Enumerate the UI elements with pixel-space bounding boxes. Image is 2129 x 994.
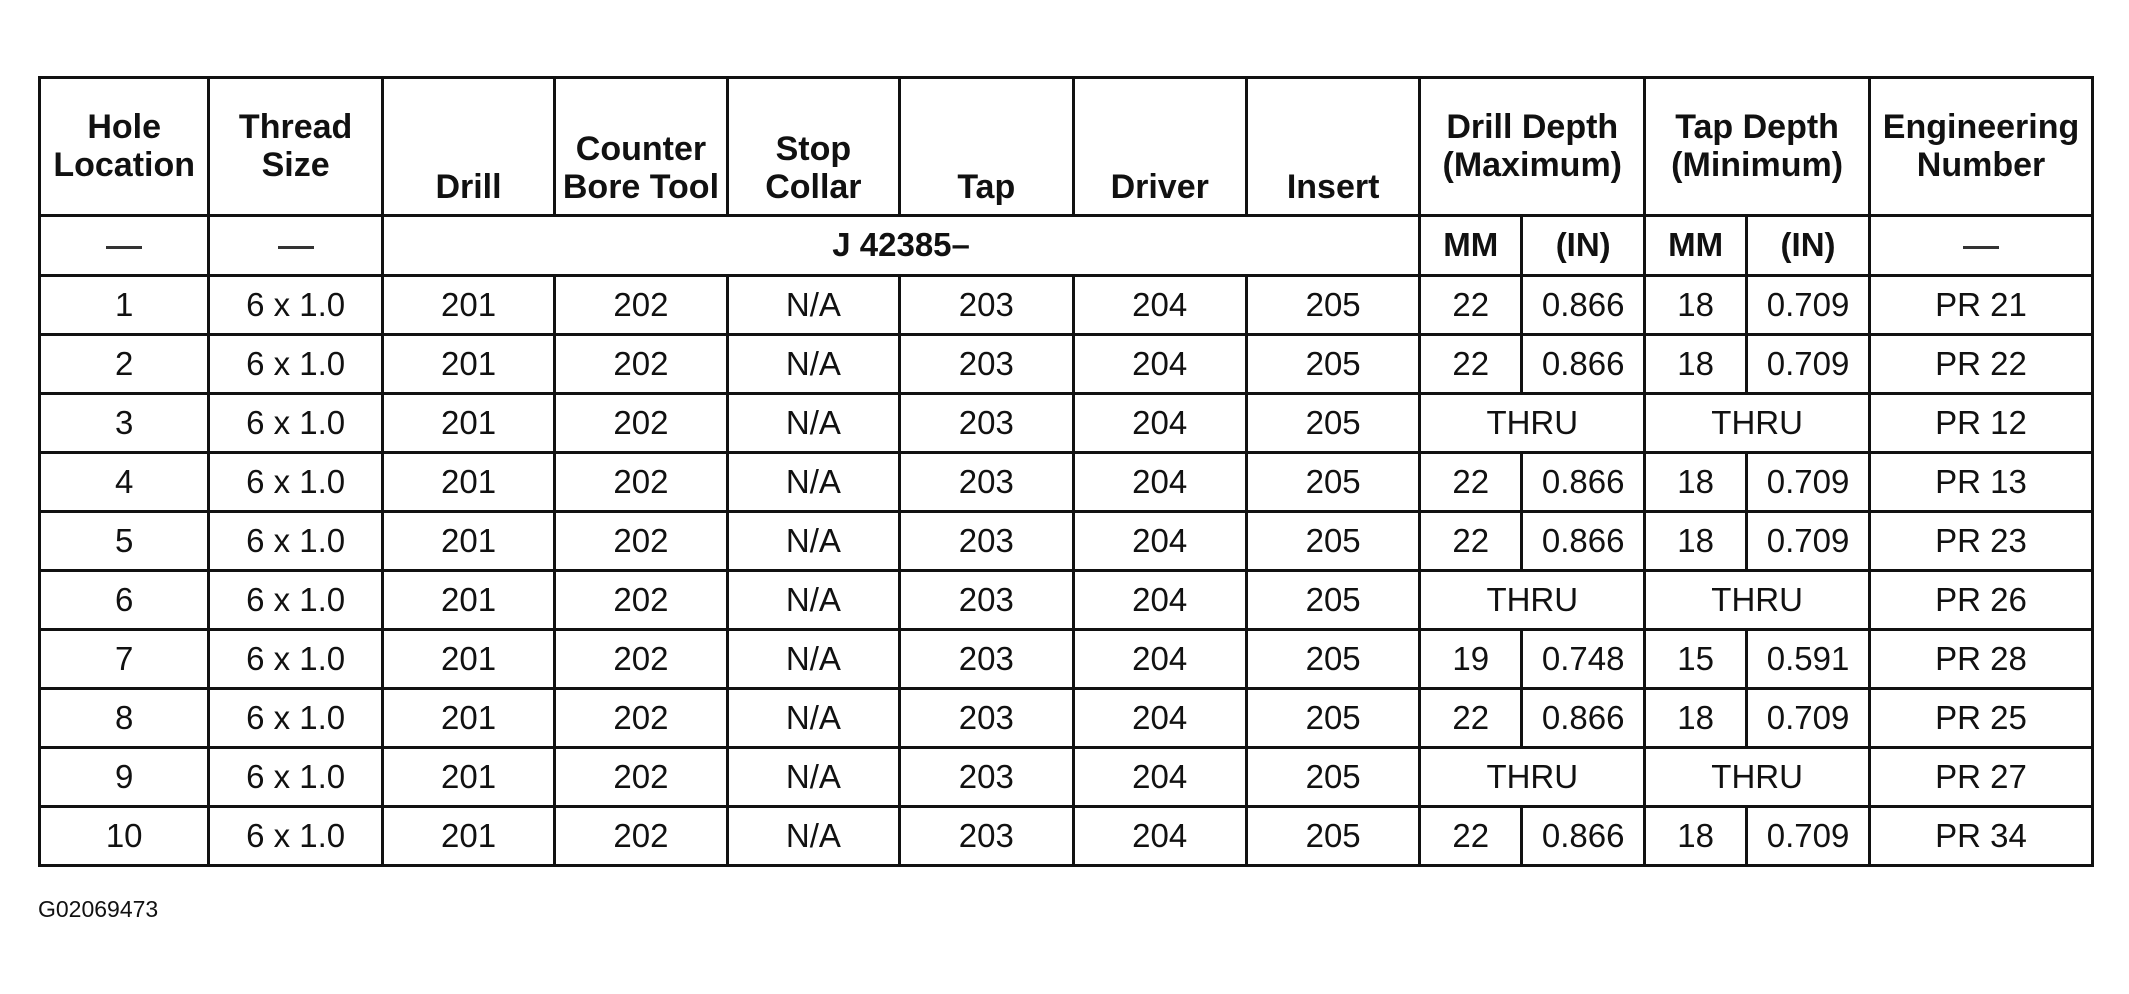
drill-cell: 201 xyxy=(382,276,554,335)
table-row xyxy=(40,807,2093,866)
header-tap: Tap xyxy=(900,78,1073,216)
thread-size-cell: 6 x 1.0 xyxy=(209,512,382,571)
tap-cell: 203 xyxy=(900,453,1073,512)
tap-cell: 203 xyxy=(900,807,1073,866)
drill-depth-mm-cell: 22 xyxy=(1420,807,1522,866)
stop-collar-cell: N/A xyxy=(727,630,899,689)
thread-size-cell: 6 x 1.0 xyxy=(209,453,382,512)
hole-spec-table xyxy=(38,76,2094,867)
hole-location-cell: 3 xyxy=(40,394,209,453)
header-tap-depth: Tap Depth (Minimum) xyxy=(1645,78,1870,216)
tool-kit-number: J 42385– xyxy=(382,216,1420,276)
stop-collar-cell: N/A xyxy=(727,512,899,571)
driver-cell: 204 xyxy=(1073,748,1246,807)
drill-depth-in-cell: 0.866 xyxy=(1522,689,1645,748)
tap-cell: 203 xyxy=(900,630,1073,689)
stop-collar-cell: N/A xyxy=(727,807,899,866)
tap-depth-mm-cell: 18 xyxy=(1645,689,1747,748)
tap-depth-mm-cell: 18 xyxy=(1645,512,1747,571)
figure-code: G02069473 xyxy=(38,896,159,922)
tap-depth-in-cell: 0.709 xyxy=(1747,689,1870,748)
drill-cell: 201 xyxy=(382,630,554,689)
drill-depth-in-cell: 0.748 xyxy=(1522,630,1645,689)
drill-cell: 201 xyxy=(382,689,554,748)
driver-cell: 204 xyxy=(1073,512,1246,571)
table-row xyxy=(40,689,2093,748)
tap-depth-in-cell: 0.709 xyxy=(1747,453,1870,512)
tap-depth-in-cell: 0.709 xyxy=(1747,512,1870,571)
tap-cell: 203 xyxy=(900,689,1073,748)
spec-table-container xyxy=(38,76,2094,867)
engineering-number-cell: PR 28 xyxy=(1870,630,2093,689)
drill-depth-mm-cell: 22 xyxy=(1420,335,1522,394)
hole-location-cell: 6 xyxy=(40,571,209,630)
counter-bore-cell: 202 xyxy=(555,689,727,748)
driver-cell: 204 xyxy=(1073,394,1246,453)
insert-cell: 205 xyxy=(1246,748,1419,807)
table-row xyxy=(40,394,2093,453)
insert-cell: 205 xyxy=(1246,276,1419,335)
tap-depth-in-cell: 0.709 xyxy=(1747,807,1870,866)
hole-location-cell: 9 xyxy=(40,748,209,807)
engineering-number-cell: PR 26 xyxy=(1870,571,2093,630)
thread-size-cell: 6 x 1.0 xyxy=(209,689,382,748)
hole-location-cell: 10 xyxy=(40,807,209,866)
driver-cell: 204 xyxy=(1073,335,1246,394)
driver-cell: 204 xyxy=(1073,689,1246,748)
stop-collar-cell: N/A xyxy=(727,335,899,394)
header-thread-size: Thread Size xyxy=(209,78,382,216)
table-row xyxy=(40,748,2093,807)
tap-depth-cell: THRU xyxy=(1645,394,1870,453)
drill-depth-in-cell: 0.866 xyxy=(1522,335,1645,394)
tap-depth-cell: THRU xyxy=(1645,571,1870,630)
drill-depth-in-header: (IN) xyxy=(1522,216,1645,276)
stop-collar-cell: N/A xyxy=(727,394,899,453)
dash-cell xyxy=(40,216,209,276)
tap-depth-mm-cell: 18 xyxy=(1645,453,1747,512)
thread-size-cell: 6 x 1.0 xyxy=(209,335,382,394)
tap-cell: 203 xyxy=(900,276,1073,335)
insert-cell: 205 xyxy=(1246,335,1419,394)
header-row xyxy=(40,78,2093,216)
header-drill-depth: Drill Depth (Maximum) xyxy=(1420,78,1645,216)
header-insert: Insert xyxy=(1246,78,1419,216)
counter-bore-cell: 202 xyxy=(555,335,727,394)
drill-cell: 201 xyxy=(382,512,554,571)
table-row xyxy=(40,571,2093,630)
dash-icon xyxy=(278,246,314,249)
drill-cell: 201 xyxy=(382,807,554,866)
driver-cell: 204 xyxy=(1073,453,1246,512)
counter-bore-cell: 202 xyxy=(555,394,727,453)
drill-depth-mm-cell: 22 xyxy=(1420,689,1522,748)
engineering-number-cell: PR 21 xyxy=(1870,276,2093,335)
stop-collar-cell: N/A xyxy=(727,571,899,630)
table-row xyxy=(40,276,2093,335)
stop-collar-cell: N/A xyxy=(727,748,899,807)
table-row xyxy=(40,453,2093,512)
counter-bore-cell: 202 xyxy=(555,807,727,866)
driver-cell: 204 xyxy=(1073,807,1246,866)
engineering-number-cell: PR 13 xyxy=(1870,453,2093,512)
insert-cell: 205 xyxy=(1246,689,1419,748)
engineering-number-cell: PR 23 xyxy=(1870,512,2093,571)
tap-depth-in-cell: 0.709 xyxy=(1747,276,1870,335)
insert-cell: 205 xyxy=(1246,453,1419,512)
insert-cell: 205 xyxy=(1246,807,1419,866)
driver-cell: 204 xyxy=(1073,276,1246,335)
drill-depth-mm-cell: 22 xyxy=(1420,453,1522,512)
tap-cell: 203 xyxy=(900,748,1073,807)
counter-bore-cell: 202 xyxy=(555,630,727,689)
thread-size-cell: 6 x 1.0 xyxy=(209,394,382,453)
drill-depth-in-cell: 0.866 xyxy=(1522,453,1645,512)
tap-depth-in-cell: 0.591 xyxy=(1747,630,1870,689)
drill-cell: 201 xyxy=(382,335,554,394)
counter-bore-cell: 202 xyxy=(555,512,727,571)
tap-depth-mm-cell: 15 xyxy=(1645,630,1747,689)
insert-cell: 205 xyxy=(1246,512,1419,571)
drill-depth-mm-header: MM xyxy=(1420,216,1522,276)
thread-size-cell: 6 x 1.0 xyxy=(209,807,382,866)
drill-depth-mm-cell: 22 xyxy=(1420,512,1522,571)
drill-depth-in-cell: 0.866 xyxy=(1522,512,1645,571)
drill-depth-mm-cell: 22 xyxy=(1420,276,1522,335)
counter-bore-cell: 202 xyxy=(555,571,727,630)
dash-icon xyxy=(1963,246,1999,249)
stop-collar-cell: N/A xyxy=(727,453,899,512)
hole-location-cell: 2 xyxy=(40,335,209,394)
subheader-row xyxy=(40,216,2093,276)
hole-location-cell: 1 xyxy=(40,276,209,335)
header-engineering-number: Engineering Number xyxy=(1870,78,2093,216)
tap-depth-mm-cell: 18 xyxy=(1645,276,1747,335)
tap-cell: 203 xyxy=(900,512,1073,571)
tap-depth-in-header: (IN) xyxy=(1747,216,1870,276)
thread-size-cell: 6 x 1.0 xyxy=(209,630,382,689)
tap-depth-mm-cell: 18 xyxy=(1645,335,1747,394)
drill-cell: 201 xyxy=(382,453,554,512)
tap-cell: 203 xyxy=(900,335,1073,394)
drill-depth-in-cell: 0.866 xyxy=(1522,276,1645,335)
drill-depth-cell: THRU xyxy=(1420,571,1645,630)
engineering-number-cell: PR 27 xyxy=(1870,748,2093,807)
tap-cell: 203 xyxy=(900,394,1073,453)
dash-cell xyxy=(1870,216,2093,276)
tap-depth-cell: THRU xyxy=(1645,748,1870,807)
hole-location-cell: 4 xyxy=(40,453,209,512)
table-row xyxy=(40,335,2093,394)
counter-bore-cell: 202 xyxy=(555,748,727,807)
table-row xyxy=(40,512,2093,571)
engineering-number-cell: PR 12 xyxy=(1870,394,2093,453)
engineering-number-cell: PR 22 xyxy=(1870,335,2093,394)
drill-depth-cell: THRU xyxy=(1420,748,1645,807)
tap-depth-in-cell: 0.709 xyxy=(1747,335,1870,394)
header-driver: Driver xyxy=(1073,78,1246,216)
stop-collar-cell: N/A xyxy=(727,689,899,748)
insert-cell: 205 xyxy=(1246,394,1419,453)
drill-cell: 201 xyxy=(382,571,554,630)
header-hole-location: Hole Location xyxy=(40,78,209,216)
dash-icon xyxy=(106,246,142,249)
tap-depth-mm-cell: 18 xyxy=(1645,807,1747,866)
tap-depth-mm-header: MM xyxy=(1645,216,1747,276)
hole-location-cell: 8 xyxy=(40,689,209,748)
counter-bore-cell: 202 xyxy=(555,276,727,335)
drill-cell: 201 xyxy=(382,748,554,807)
counter-bore-cell: 202 xyxy=(555,453,727,512)
stop-collar-cell: N/A xyxy=(727,276,899,335)
thread-size-cell: 6 x 1.0 xyxy=(209,748,382,807)
hole-location-cell: 7 xyxy=(40,630,209,689)
drill-depth-mm-cell: 19 xyxy=(1420,630,1522,689)
header-drill: Drill xyxy=(382,78,554,216)
drill-depth-cell: THRU xyxy=(1420,394,1645,453)
driver-cell: 204 xyxy=(1073,571,1246,630)
table-row xyxy=(40,630,2093,689)
tap-cell: 203 xyxy=(900,571,1073,630)
insert-cell: 205 xyxy=(1246,630,1419,689)
drill-cell: 201 xyxy=(382,394,554,453)
driver-cell: 204 xyxy=(1073,630,1246,689)
header-counter-bore-tool: Counter Bore Tool xyxy=(555,78,727,216)
insert-cell: 205 xyxy=(1246,571,1419,630)
engineering-number-cell: PR 25 xyxy=(1870,689,2093,748)
thread-size-cell: 6 x 1.0 xyxy=(209,276,382,335)
thread-size-cell: 6 x 1.0 xyxy=(209,571,382,630)
drill-depth-in-cell: 0.866 xyxy=(1522,807,1645,866)
header-stop-collar: Stop Collar xyxy=(727,78,899,216)
hole-location-cell: 5 xyxy=(40,512,209,571)
engineering-number-cell: PR 34 xyxy=(1870,807,2093,866)
dash-cell xyxy=(209,216,382,276)
